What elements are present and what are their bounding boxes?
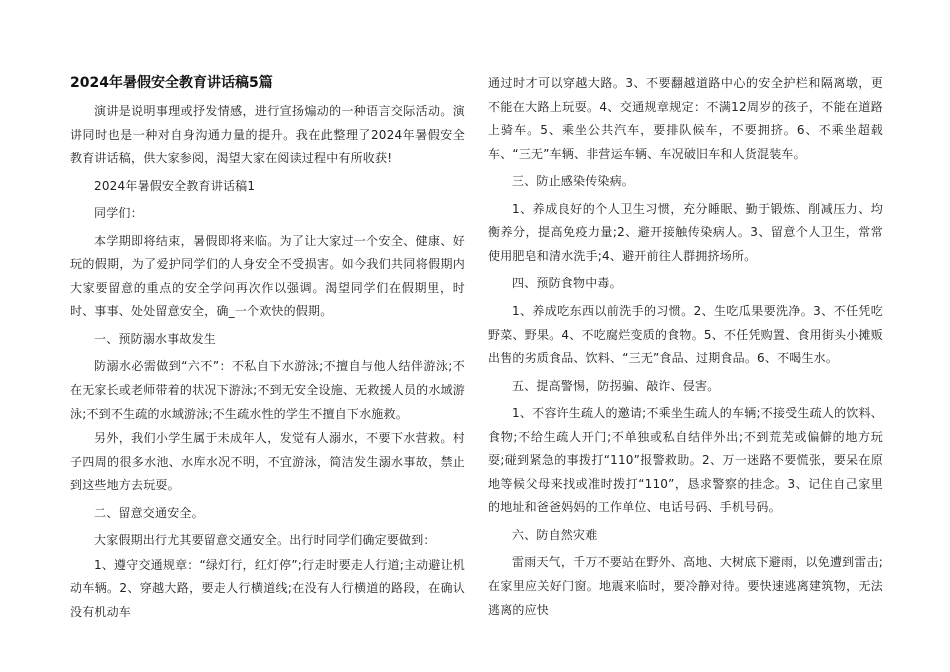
left-paragraphs (70, 100, 465, 625)
section-heading: 四、预防食物中毒。 (512, 276, 622, 291)
paragraph: 另外，我们小学生属于未成年人，发觉有人溺水，不要下水营救。村子四周的很多水池、水库水况不明，不宜游泳，简洁发生溺水事故，禁止到这些地方去玩耍。 (70, 431, 465, 493)
paragraph: 本学期即将结束，暑假即将来临。为了让大家过一个安全、健康、好玩的假期，为了爱护同学们的人身安全不受损害。如今我们共同将假期内大家要留意的重点的安全学问再次作以强调。渴望同学们在假期里，时时、事事、处处留意安全，确_一个欢快的假期。 (70, 233, 465, 319)
paragraph: 雷雨天气，千万不要站在野外、高地、大树底下避雨，以免遭到雷击;在家里应关好门窗。地震来临时，要冷静对待。要快速逃离建筑物，无法逃离的应快 (488, 555, 883, 617)
section-heading: 五、提高警惕，防拐骗、敲诈、侵害。 (512, 378, 720, 393)
paragraph: 1、养成吃东西以前洗手的习惯。2、生吃瓜果要洗净。3、不任凭吃野菜、野果。4、不吃腐烂变质的食物。5、不任凭购置、食用街头小摊贩出售的劣质食品、饮料、“三无”食品、过期食品。6、不喝生水。 (488, 303, 883, 366)
paragraph: 1、不容许生疏人的邀请;不乘坐生疏人的车辆;不接受生疏人的饮料、食物;不给生疏人开门;不单独或私自结伴外出;不到荒芜或偏僻的地方玩耍;碰到紧急的事拨打“110”报警救助。2、万一迷路不要慌张，要呆在原地等候父母来找或准时拨打“110”，恳求警察的挂念。3、记住自己家里的地址和爸爸妈妈的工作单位、电话号码、手机号码。 (488, 406, 883, 515)
paragraph: 1、养成良好的个人卫生习惯，充分睡眠、勤于锻炼、削减压力、均衡养分，提高免疫力量;2、避开接触传染病人。3、留意个人卫生，常常使用肥皂和清水洗手;4、避开前往人群拥挤场所。 (488, 201, 883, 263)
section-heading: 六、防自然灾难 (512, 527, 598, 542)
section-heading: 三、防止感染传染病。 (512, 174, 635, 189)
left-column (70, 72, 465, 625)
section-heading: 同学们： (94, 206, 143, 221)
document-title: 2024年暑假安全教育讲话稿5篇 (70, 75, 273, 91)
section-heading: 2024年暑假安全教育讲话稿1 (94, 178, 256, 193)
section-heading: 二、留意交通安全。 (94, 505, 204, 520)
paragraph: 通过时才可以穿越大路。3、不要翻越道路中心的安全护栏和隔离墩，更不能在大路上玩耍。4、交通规章规定：不满12周岁的孩子，不能在道路上骑车。5、乘坐公共汽车，要排队候车，不要拥挤。6、不乘坐超载车、“三无”车辆、非营运车辆、车况破旧车和人货混装车。 (488, 76, 883, 161)
paragraph: 1、遵守交通规章：“绿灯行，红灯停”;行走时要走人行道;主动避让机动车辆。2、穿越大路，要走人行横道线;在没有人行横道的路段，在确认没有机动车 (70, 557, 465, 619)
right-column (488, 72, 883, 623)
right-paragraphs (488, 72, 883, 623)
section-heading: 一、预防溺水事故发生 (94, 331, 217, 346)
paragraph: 防溺水必需做到“六不”：不私自下水游泳;不擅自与他人结伴游泳;不在无家长或老师带着的状况下游泳;不到无安全设施、无救援人员的水域游泳;不到不生疏的水域游泳;不生疏水性的学生不擅自下水施救。 (70, 359, 465, 421)
paragraph: 大家假期出行尤其要留意交通安全。出行时同学们确定要做到： (94, 533, 436, 548)
paragraph: 演讲是说明事理或抒发情感，进行宣扬煽动的一种语言交际活动。演讲同时也是一种对自身沟通力量的提升。我在此整理了2024年暑假安全教育讲话稿，供大家参阅，渴望大家在阅读过程中有所收获! (70, 104, 465, 166)
